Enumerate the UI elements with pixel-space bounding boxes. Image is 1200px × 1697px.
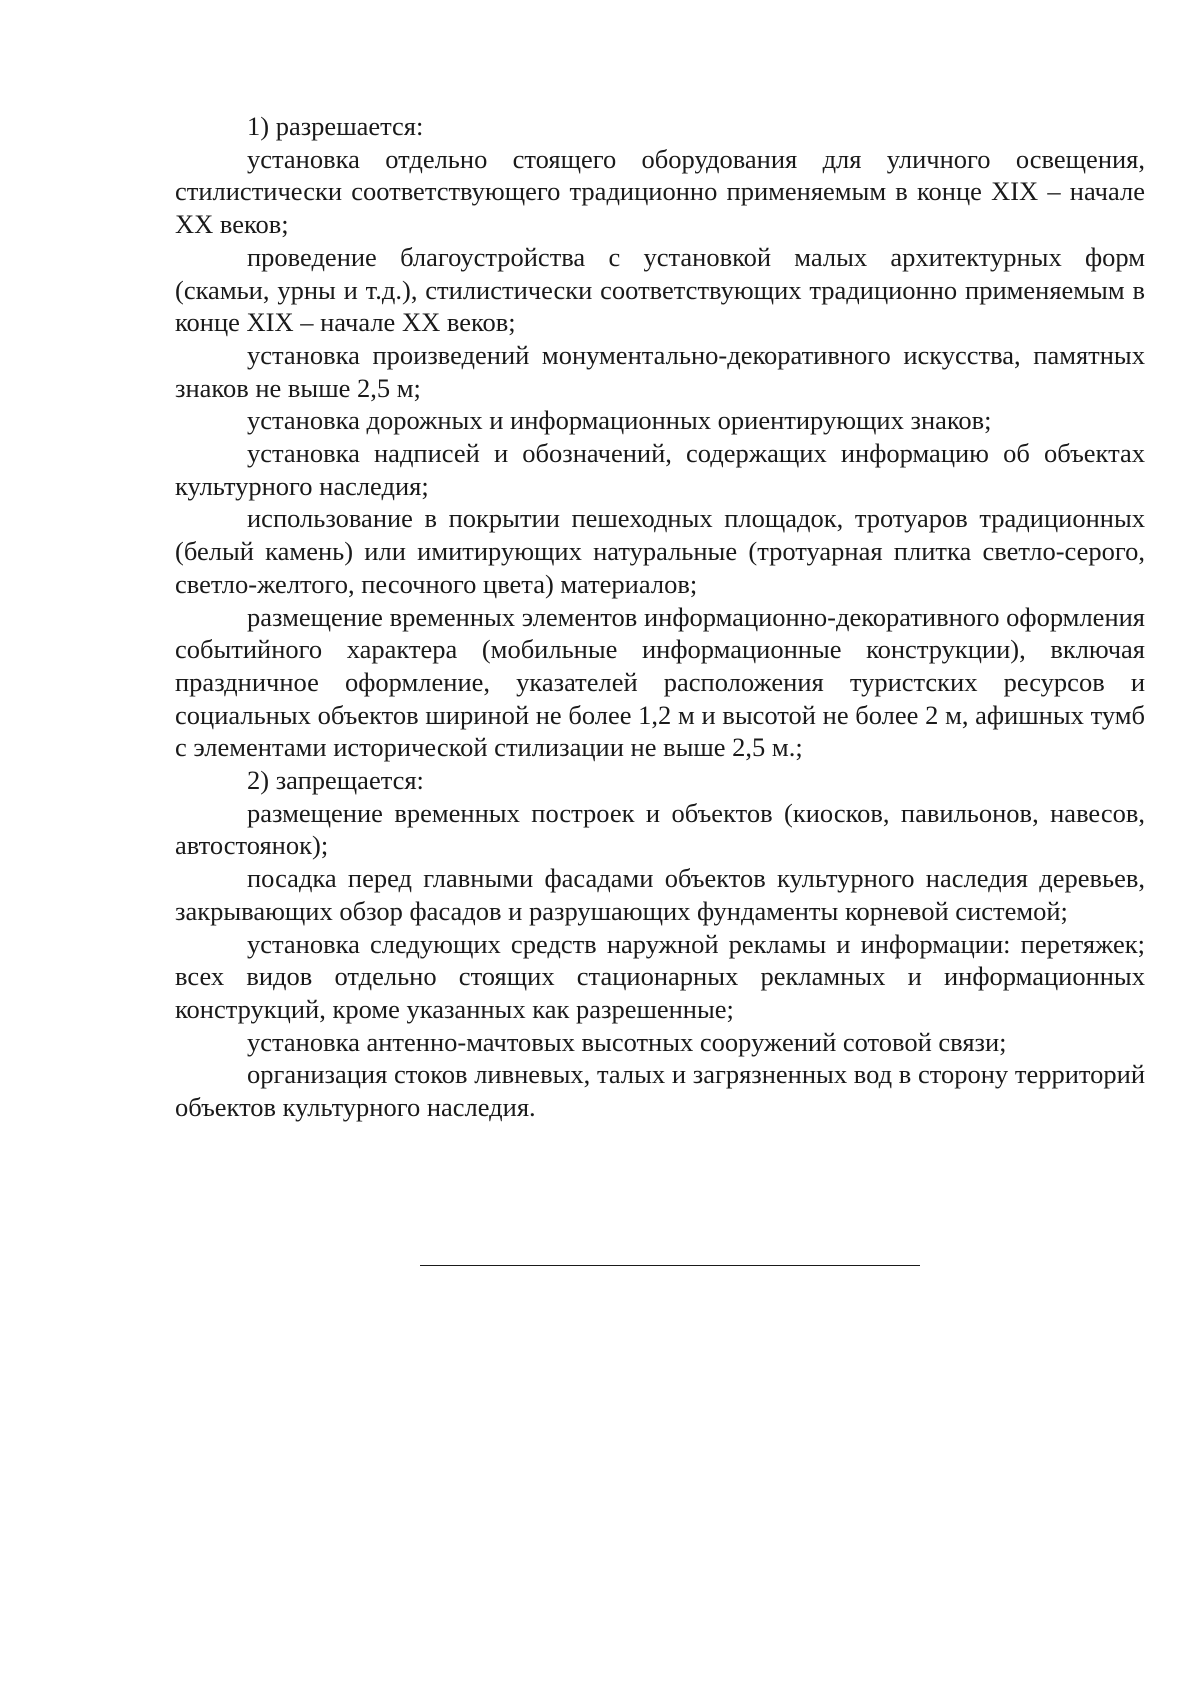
section-2-item: установка следующих средств наружной рекламы и информации: перетяжек; всех видов отдельно стоящих стационарных рекламных и информационных конструкций, кроме указанных как разрешенные; <box>175 928 1145 1024</box>
section-1-item: проведение благоустройства с установкой малых архитектурных форм (скамьи, урны и т.д.), стилистически соответствующих традиционно применяемым в конце XIX – начале XX веков; <box>175 241 1145 338</box>
document-body <box>175 110 1145 1124</box>
section-1-item: установка дорожных и информационных ориентирующих знаков; <box>247 405 992 436</box>
section-2-item: организация стоков ливневых, талых и загрязненных вод в сторону территорий объектов культурного наследия. <box>175 1059 1145 1123</box>
section-1-item: использование в покрытии пешеходных площадок, тротуаров традиционных (белый камень) или имитирующих натуральные (тротуарная плитка светло-серого, светло-желтого, песочного цвета) материалов; <box>175 503 1145 599</box>
section-2-item: установка антенно-мачтовых высотных сооружений сотовой связи; <box>247 1026 1007 1057</box>
end-separator-line <box>420 1265 920 1266</box>
section-1-heading: 1) разрешается: <box>247 111 424 141</box>
section-1-item: установка надписей и обозначений, содержащих информацию об объектах культурного наследия; <box>175 438 1145 501</box>
section-1-item: установка произведений монументально-декоративного искусства, памятных знаков не выше 2,5 м; <box>175 339 1145 403</box>
section-2-item: посадка перед главными фасадами объектов культурного наследия деревьев, закрывающих обзор фасадов и разрушающих фундаменты корневой системой; <box>175 863 1145 926</box>
section-1-item: размещение временных элементов информационно-декоративного оформления событийного характера (мобильные информационные конструкции), включая праздничное оформление, указателей расположения туристских ресурсов и социальных объектов шириной не более 1,2 м и высотой не более 2 м, афишных тумб с элементами исторической стилизации не выше 2,5 м.; <box>175 601 1145 763</box>
section-2-item: размещение временных построек и объектов (киосков, павильонов, навесов, автостоянок); <box>175 797 1145 861</box>
section-2-heading: 2) запрещается: <box>247 765 424 796</box>
section-1-item: установка отдельно стоящего оборудования для уличного освещения, стилистически соответствующего традиционно применяемым в конце XIX – начале XX веков; <box>175 143 1145 240</box>
